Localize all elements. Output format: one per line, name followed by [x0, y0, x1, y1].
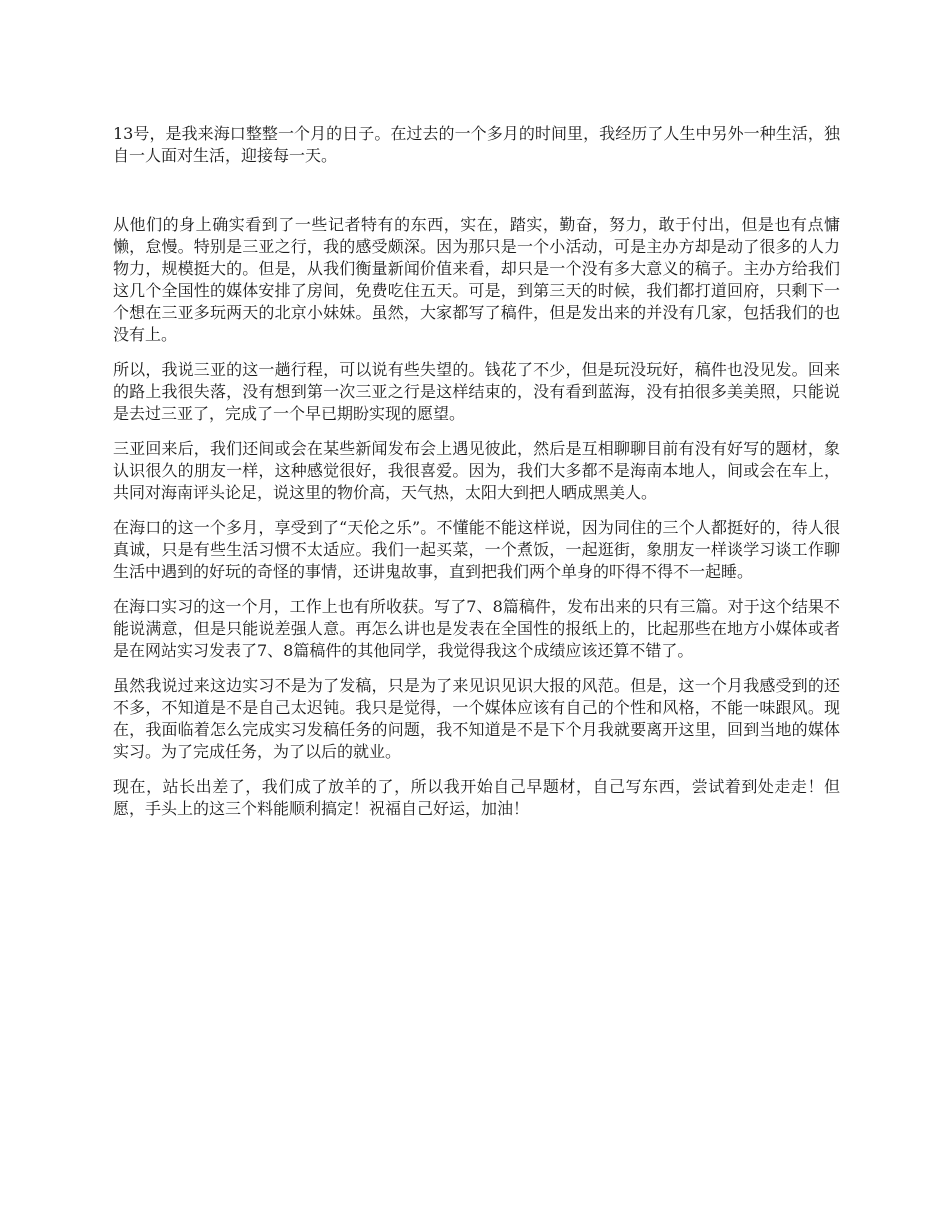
paragraph-after-sanya: 三亚回来后，我们还间或会在某些新闻发布会上遇见彼此，然后是互相聊聊目前有没有好写的题材，象认识很久的朋友一样，这种感觉很好，我很喜爱。因为，我们大多都不是海南本地人，间或会在车上，共同对海南评头论足，说这里的物价高，天气热，太阳大到把人晒成黑美人。 [113, 439, 840, 502]
paragraph-reporters: 从他们的身上确实看到了一些记者特有的东西，实在，踏实，勤奋，努力，敢于付出，但是也有点慵懒，怠慢。特别是三亚之行，我的感受颇深。因为那只是一个小活动，可是主办方却是动了很多的人力物力，规模挺大的。但是，从我们衡量新闻价值来看，却只是一个没有多大意义的稿子。主办方给我们这几个全国性的媒体安排了房间，免费吃住五天。可是，到第三天的时候，我们都打道回府，只剩下一个想在三亚多玩两天的北京小妹妹。虽然，大家都写了稿件，但是发出来的并没有几家，包括我们的也没有上。 [113, 215, 840, 344]
paragraph-closing: 现在，站长出差了，我们成了放羊的了，所以我开始自己早题材，自己写东西，尝试着到处走走！但愿，手头上的这三个料能顺利搞定！祝福自己好运，加油！ [113, 777, 840, 818]
paragraph-intro: 13号，是我来海口整整一个月的日子。在过去的一个多月的时间里，我经历了人生中另外一种生活，独自一人面对生活，迎接每一天。 [113, 124, 840, 165]
paragraph-work-results: 在海口实习的这一个月，工作上也有所收获。写了7、8篇稿件，发布出来的只有三篇。对于这个结果不能说满意，但是只能说差强人意。再怎么讲也是发表在全国性的报纸上的，比起那些在地方小媒体或者是在网站实习发表了7、8篇稿件的其他同学，我觉得我这个成绩应该还算不错了。 [113, 597, 840, 660]
paragraph-family-life: 在海口的这一个多月，享受到了“天伦之乐”。不懂能不能这样说，因为同住的三个人都挺好的，待人很真诚，只是有些生活习惯不太适应。我们一起买菜，一个煮饭，一起逛街，象朋友一样谈学习谈工作聊生活中遇到的好玩的奇怪的事情，还讲鬼故事，直到把我们两个单身的吓得不得不一起睡。 [113, 518, 840, 581]
paragraph-reflection: 虽然我说过来这边实习不是为了发稿，只是为了来见识见识大报的风范。但是，这一个月我感受到的还不多，不知道是不是自己太迟钝。我只是觉得，一个媒体应该有自己的个性和风格，不能一味跟风。现在，我面临着怎么完成实习发稿任务的问题，我不知道是不是下个月我就要离开这里，回到当地的媒体实习。为了完成任务，为了以后的就业。 [113, 676, 840, 761]
paragraph-sanya-trip: 所以，我说三亚的这一趟行程，可以说有些失望的。钱花了不少，但是玩没玩好，稿件也没见发。回来的路上我很失落，没有想到第一次三亚之行是这样结束的，没有看到蓝海，没有拍很多美美照，只能说是去过三亚了，完成了一个早已期盼实现的愿望。 [113, 360, 840, 423]
document-body [113, 123, 840, 833]
